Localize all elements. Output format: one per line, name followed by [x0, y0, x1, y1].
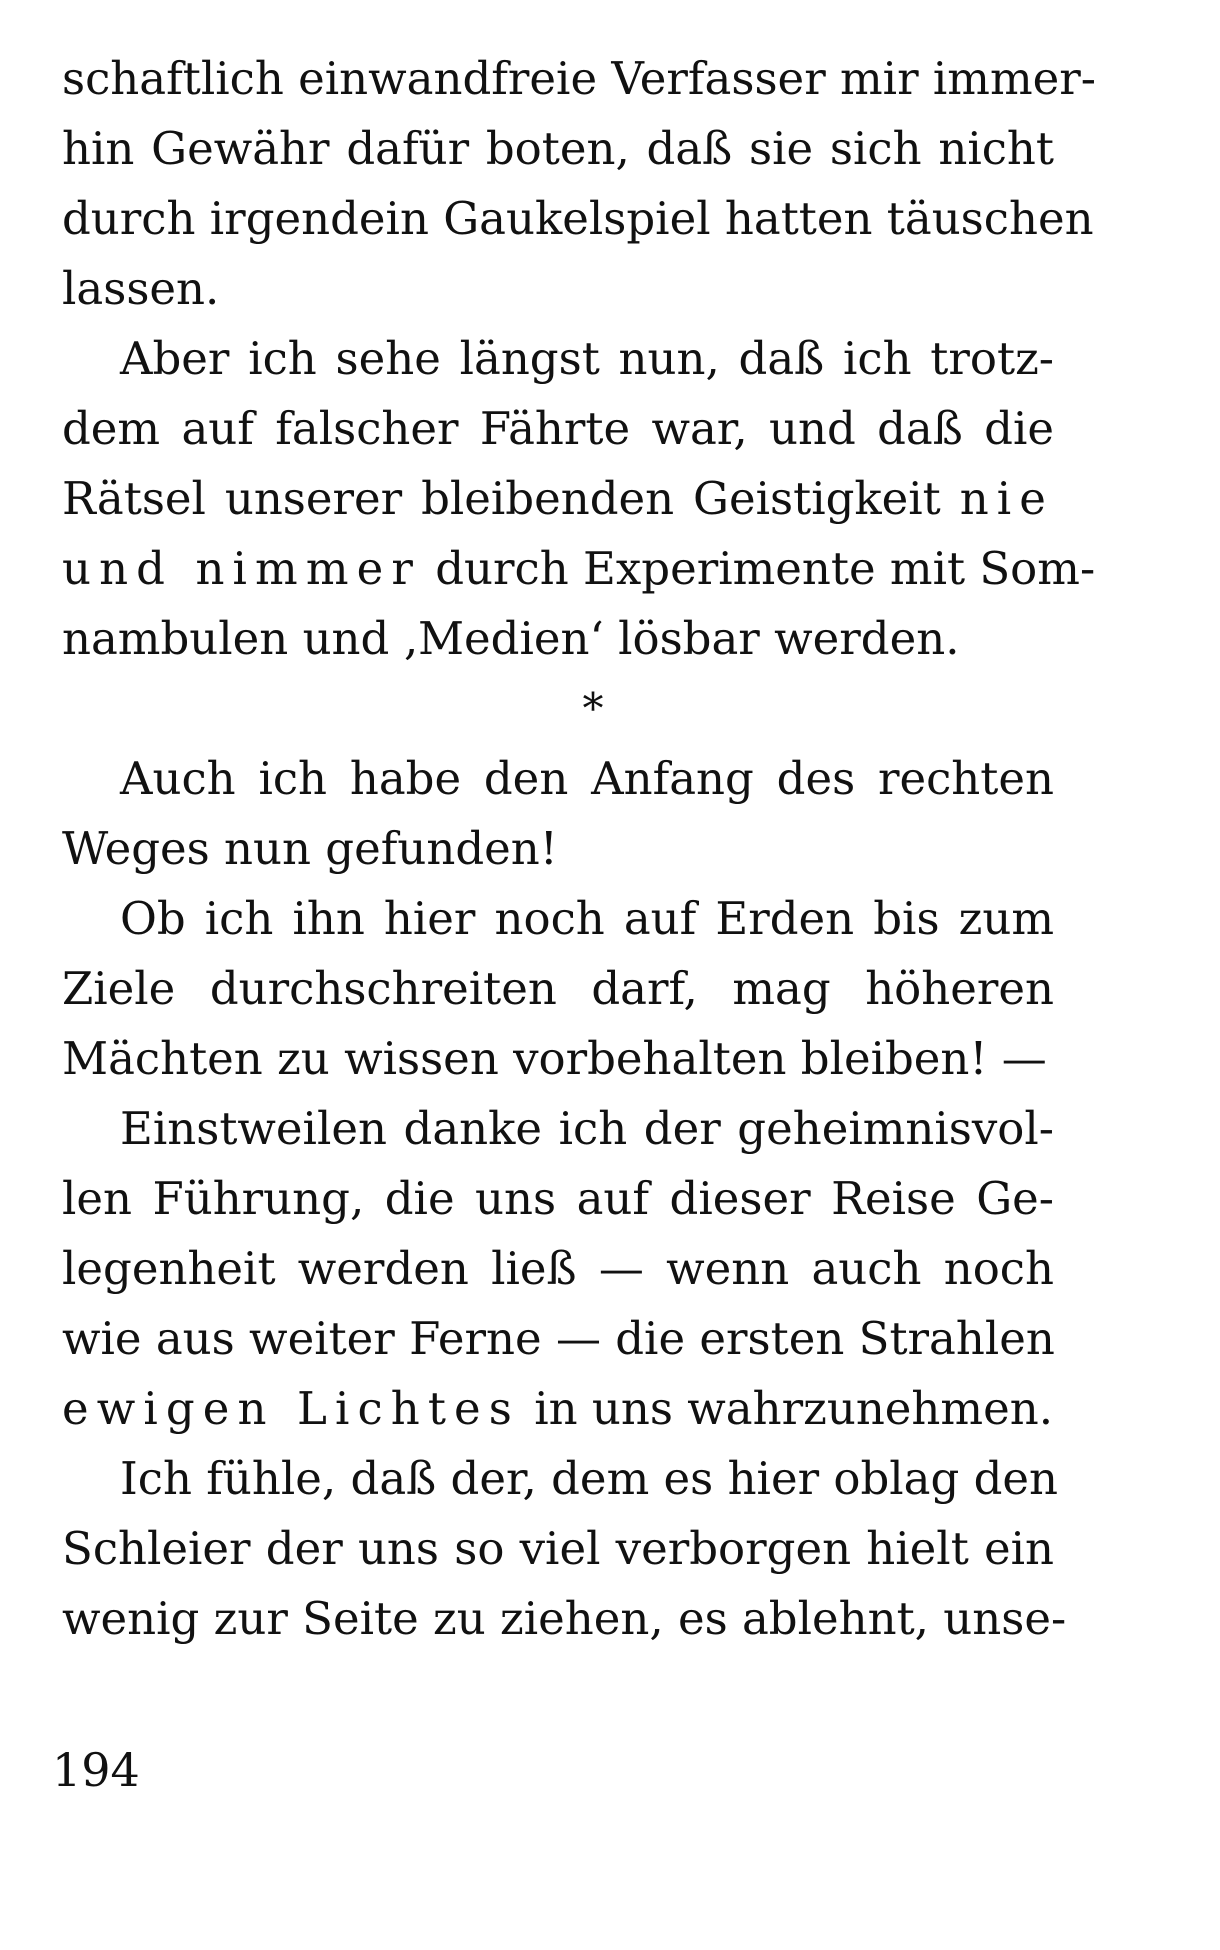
text-line: Ob ich ihn hier noch auf Erden bis zum	[120, 892, 1054, 945]
text-segment: durch Experimente mit Som-	[435, 542, 1096, 595]
text-line: Mächten zu wissen vorbehalten bleiben! —	[62, 1032, 1047, 1085]
text-segment: Rätsel unserer bleibenden Geistigkeit	[62, 472, 941, 525]
text-line: len Führung, die uns auf dieser Reise Ge-	[62, 1172, 1054, 1225]
text-line: lassen.	[62, 262, 220, 315]
text-line: nambulen und ‚Medien‘ lösbar werden.	[62, 612, 960, 665]
text-line: Auch ich habe den Anfang des rechten	[120, 752, 1054, 805]
text-line: dem auf falscher Fährte war, und daß die	[62, 402, 1054, 455]
page-number: 194	[52, 1743, 140, 1797]
text-line: Weges nun gefunden!	[62, 822, 558, 875]
text-line: Ziele durchschreiten darf, mag höheren	[62, 962, 1054, 1015]
text-line: wenig zur Seite zu ziehen, es ablehnt, unse-	[62, 1592, 1067, 1645]
text-line: Ich fühle, daß der, dem es hier oblag den	[120, 1452, 1059, 1505]
text-line: wie aus weiter Ferne — die ersten Strahlen	[62, 1312, 1055, 1365]
body-text	[62, 44, 1096, 1654]
text-line: Aber ich sehe längst nun, daß ich trotz-	[120, 332, 1054, 385]
text-line	[62, 464, 1054, 534]
text-line: Einstweilen danke ich der geheimnisvol-	[120, 1102, 1054, 1155]
text-line	[62, 534, 1096, 604]
text-segment: in uns wahrzunehmen.	[534, 1382, 1054, 1435]
text-line: legenheit werden ließ — wenn auch noch	[62, 1242, 1054, 1295]
text-line: hin Gewähr dafür boten, daß sie sich nicht	[62, 122, 1054, 175]
spaced-emphasis: und nimmer	[62, 542, 421, 595]
section-separator: *	[582, 684, 604, 733]
spaced-emphasis: ewigen Lichtes	[62, 1382, 520, 1435]
text-line: Schleier der uns so viel verborgen hielt ein	[62, 1522, 1054, 1575]
text-line: durch irgendein Gaukelspiel hatten täuschen	[62, 192, 1094, 245]
spaced-emphasis: nie	[959, 472, 1054, 525]
text-line	[62, 1374, 1054, 1444]
text-line: schaftlich einwandfreie Verfasser mir immer-	[62, 52, 1096, 105]
